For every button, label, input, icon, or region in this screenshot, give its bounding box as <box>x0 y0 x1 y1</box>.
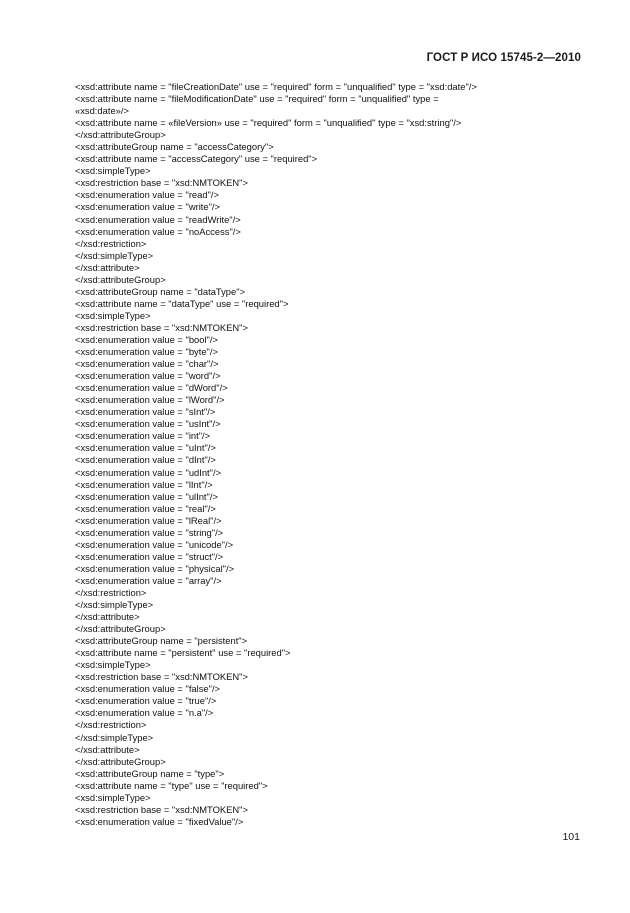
code-line: </xsd:restriction> <box>75 719 147 731</box>
code-line: <xsd:attributeGroup name = "dataType"> <box>75 285 246 297</box>
code-line: <xsd:enumeration value = "readWrite"/> <box>75 213 241 225</box>
code-line: «xsd:date»/> <box>75 105 129 117</box>
code-line: <xsd:restriction base = "xsd:NMTOKEN"> <box>75 803 248 815</box>
code-line: <xsd:restriction base = "xsd:NMTOKEN"> <box>75 671 248 683</box>
code-line: <xsd:enumeration value = "ulInt"/> <box>75 490 218 502</box>
code-line: </xsd:simpleType> <box>75 249 154 261</box>
code-line: <xsd:enumeration value = "int"/> <box>75 430 211 442</box>
code-line: <xsd:enumeration value = "real"/> <box>75 502 216 514</box>
code-line: <xsd:enumeration value = "usInt"/> <box>75 418 221 430</box>
code-line: <xsd:attribute name = "fileCreationDate" use = "required" form = "unqualified" type = "xsd:date"/> <box>75 81 477 92</box>
code-line: </xsd:restriction> <box>75 586 147 598</box>
code-line: <xsd:restriction base = "xsd:NMTOKEN"> <box>75 321 248 333</box>
xsd-code-listing <box>75 81 595 828</box>
code-line: <xsd:enumeration value = "true"/> <box>75 695 217 707</box>
code-line: </xsd:simpleType> <box>75 599 154 611</box>
code-line: </xsd:attribute> <box>75 261 140 273</box>
code-line: <xsd:simpleType> <box>75 659 151 671</box>
code-line: <xsd:enumeration value = "array"/> <box>75 574 222 586</box>
code-line: </xsd:attributeGroup> <box>75 273 166 285</box>
code-line: <xsd:attributeGroup name = "persistent"> <box>75 635 248 647</box>
code-line: <xsd:attribute name = "persistent" use = "required"> <box>75 647 291 659</box>
code-line: <xsd:enumeration value = "false"/> <box>75 683 221 695</box>
code-line: </xsd:attribute> <box>75 743 140 755</box>
code-line: <xsd:attribute name = "dataType" use = "required"> <box>75 297 289 309</box>
page-number: 101 <box>562 831 580 843</box>
code-line: </xsd:attributeGroup> <box>75 129 166 141</box>
code-line: </xsd:simpleType> <box>75 731 154 743</box>
code-line: <xsd:enumeration value = "sInt"/> <box>75 406 216 418</box>
code-line: <xsd:enumeration value = "lWord"/> <box>75 394 225 406</box>
code-line: <xsd:enumeration value = "string"/> <box>75 526 224 538</box>
code-line: </xsd:attribute> <box>75 611 140 623</box>
code-line: <xsd:enumeration value = "write"/> <box>75 201 221 213</box>
code-line: <xsd:enumeration value = "n.a"/> <box>75 707 214 719</box>
code-line: <xsd:enumeration value = "byte"/> <box>75 346 218 358</box>
code-line: <xsd:enumeration value = "char"/> <box>75 358 219 370</box>
code-line: <xsd:attribute name = "type" use = "required"> <box>75 779 268 791</box>
code-line: <xsd:attributeGroup name = "type"> <box>75 767 225 779</box>
code-line: <xsd:attributeGroup name = "accessCategory"> <box>75 141 274 153</box>
code-line: <xsd:enumeration value = "read"/> <box>75 189 219 201</box>
code-line: <xsd:attribute name = «fileVersion» use = "required" form = "unqualified" type = "xsd:string"/> <box>75 117 462 129</box>
code-line: <xsd:attribute name = "accessCategory" use = "required"> <box>75 153 318 165</box>
code-line: <xsd:attribute name = "fileModificationDate" use = "required" form = "unqualified" type = <box>75 93 439 105</box>
code-line: <xsd:enumeration value = "uInt"/> <box>75 442 216 454</box>
code-line: <xsd:enumeration value = "struct"/> <box>75 550 224 562</box>
code-line: <xsd:enumeration value = "physical"/> <box>75 562 235 574</box>
code-line: <xsd:enumeration value = "udInt"/> <box>75 466 222 478</box>
standard-header: ГОСТ Р ИСО 15745-2—2010 <box>426 52 581 64</box>
code-line: <xsd:enumeration value = "bool"/> <box>75 333 218 345</box>
code-line: <xsd:enumeration value = "lInt"/> <box>75 478 213 490</box>
code-line: <xsd:simpleType> <box>75 165 151 177</box>
code-line: <xsd:enumeration value = "dWord"/> <box>75 382 228 394</box>
code-line: </xsd:attributeGroup> <box>75 755 166 767</box>
code-line: </xsd:attributeGroup> <box>75 623 166 635</box>
code-line: <xsd:enumeration value = "noAccess"/> <box>75 225 241 237</box>
code-line: </xsd:restriction> <box>75 237 147 249</box>
code-line: <xsd:restriction base = "xsd:NMTOKEN"> <box>75 177 248 189</box>
code-line: <xsd:enumeration value = "fixedValue"/> <box>75 815 244 827</box>
code-line: <xsd:simpleType> <box>75 791 151 803</box>
code-line: <xsd:enumeration value = "dInt"/> <box>75 454 216 466</box>
code-line: <xsd:enumeration value = "lReal"/> <box>75 514 222 526</box>
code-line: <xsd:enumeration value = "unicode"/> <box>75 538 234 550</box>
code-line: <xsd:simpleType> <box>75 309 151 321</box>
code-line: <xsd:enumeration value = "word"/> <box>75 370 221 382</box>
